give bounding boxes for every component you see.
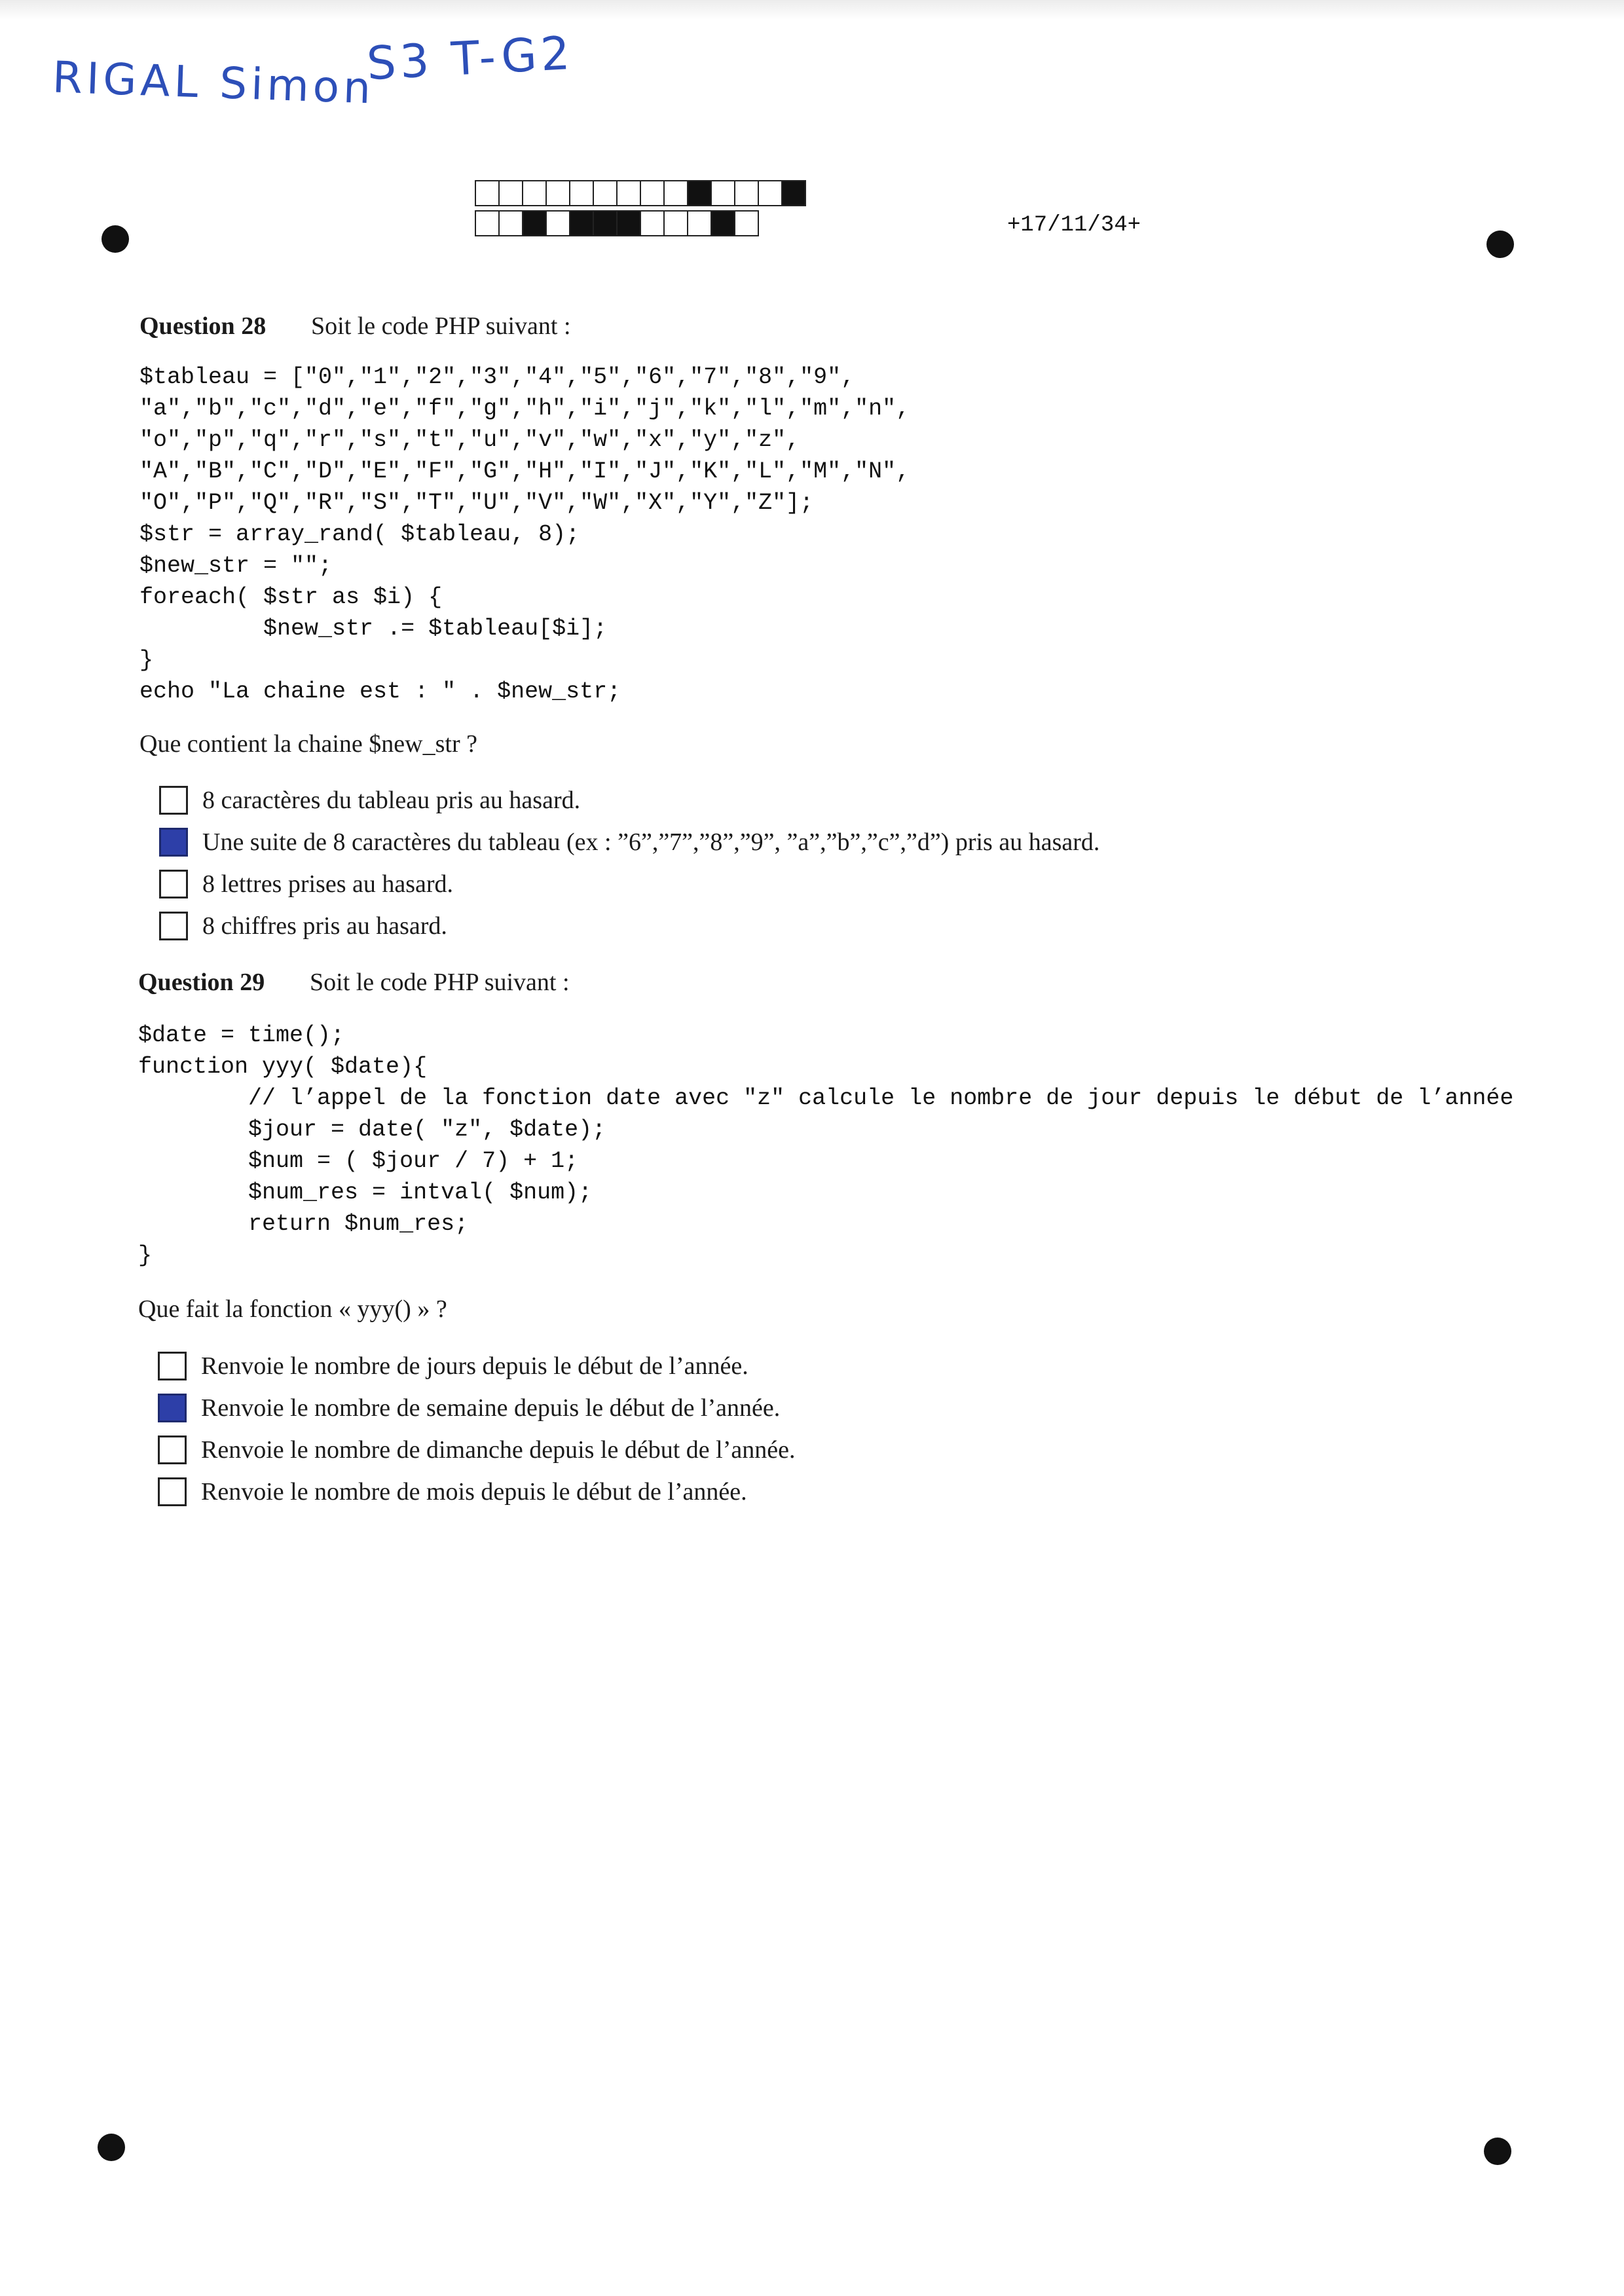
student-name-handwritten: RIGAL Simon	[51, 52, 376, 114]
id-grid-cell	[522, 210, 547, 236]
scan-top-edge	[0, 0, 1624, 20]
answer-option[interactable]	[158, 1429, 795, 1471]
answer-option[interactable]	[158, 1471, 795, 1513]
id-grid-cell	[498, 180, 523, 206]
id-grid-cell	[687, 210, 712, 236]
id-grid-cell	[734, 180, 759, 206]
id-grid-cell	[758, 180, 783, 206]
registration-mark-top-right	[1486, 231, 1514, 258]
id-grid-row	[475, 210, 805, 236]
id-grid-cell	[710, 180, 735, 206]
question-29-choices	[158, 1345, 795, 1513]
answer-option[interactable]	[159, 821, 1099, 863]
answer-checkbox[interactable]	[158, 1477, 187, 1506]
id-grid-cell	[545, 180, 570, 206]
id-grid-cell	[640, 210, 665, 236]
answer-checkbox[interactable]	[158, 1394, 187, 1422]
page-code: +17/11/34+	[1007, 213, 1141, 238]
id-grid-cell	[475, 180, 500, 206]
id-grid-row	[475, 180, 805, 206]
id-grid-cell	[710, 210, 735, 236]
group-handwritten: S3 T-G2	[365, 26, 576, 91]
registration-mark-top-left	[101, 225, 129, 253]
id-grid-cell	[593, 180, 618, 206]
answer-option[interactable]	[158, 1387, 795, 1429]
id-grid-cell	[640, 180, 665, 206]
question-29-code: $date = time(); function yyy( $date){ // l’appel de la fonction date avec "z" calcule le nombre de jour depuis le début de l’année $jour = date( "z", $date); $num = ( $jour / 7) + 1; $num_res = intval( $num); return $num_res; }	[138, 1022, 1514, 1268]
answer-label: 8 chiffres pris au hasard.	[202, 912, 447, 940]
question-intro: Soit le code PHP suivant :	[311, 312, 571, 340]
answer-label: Une suite de 8 caractères du tableau (ex : ”6”,”7”,”8”,”9”, ”a”,”b”,”c”,”d”) pris au hasard.	[202, 828, 1100, 856]
registration-mark-bottom-left	[98, 2134, 125, 2161]
id-grid-cell	[569, 210, 594, 236]
answer-option[interactable]	[158, 1345, 795, 1387]
id-grid-cell	[569, 180, 594, 206]
answer-checkbox[interactable]	[158, 1352, 187, 1380]
id-grid-cell	[593, 210, 618, 236]
id-grid-cell	[663, 180, 688, 206]
answer-label: Renvoie le nombre de mois depuis le début de l’année.	[201, 1478, 747, 1506]
question-28-code: $tableau = ["0","1","2","3","4","5","6","7","8","9", "a","b","c","d","e","f","g","h","i","j","k","l","m","n", "o","p","q","r","s","t","u","v","w","x","y","z", "A","B","C","D","E","F","G","H","I","J","K","L","M","N", "O","P","Q","R","S","T","U","V","W","X","Y","Z"]; $str = array_rand( $tableau, 8); $new_str = ""; foreach( $str as $i) { $new_str .= $tableau[$i]; } echo "La chaine est : " . $new_str;	[139, 364, 910, 705]
answer-option[interactable]	[159, 863, 1099, 905]
answer-checkbox[interactable]	[159, 870, 188, 898]
answer-checkbox[interactable]	[159, 786, 188, 815]
id-grid-cell	[781, 180, 806, 206]
question-number: Question 29	[138, 969, 265, 996]
question-28-prompt: Que contient la chaine $new_str ?	[139, 730, 477, 758]
question-28-heading	[139, 312, 571, 341]
id-grid-cell	[616, 210, 641, 236]
question-28-choices	[159, 779, 1099, 947]
answer-label: Renvoie le nombre de jours depuis le début de l’année.	[201, 1352, 748, 1380]
id-grid-cell	[498, 210, 523, 236]
question-intro: Soit le code PHP suivant :	[310, 969, 570, 996]
id-grid-cell	[663, 210, 688, 236]
answer-label: 8 caractères du tableau pris au hasard.	[202, 787, 581, 814]
answer-option[interactable]	[159, 779, 1099, 821]
question-29-prompt: Que fait la fonction « yyy() » ?	[138, 1295, 447, 1323]
answer-label: Renvoie le nombre de dimanche depuis le début de l’année.	[201, 1436, 796, 1464]
answer-checkbox[interactable]	[159, 912, 188, 940]
student-id-grid	[475, 180, 805, 240]
id-grid-cell	[687, 180, 712, 206]
id-grid-cell	[475, 210, 500, 236]
question-29-heading	[138, 968, 570, 997]
answer-checkbox[interactable]	[158, 1435, 187, 1464]
id-grid-cell	[545, 210, 570, 236]
id-grid-cell	[734, 210, 759, 236]
question-number: Question 28	[139, 312, 267, 340]
answer-label: 8 lettres prises au hasard.	[202, 870, 454, 898]
answer-checkbox[interactable]	[159, 828, 188, 857]
answer-label: Renvoie le nombre de semaine depuis le début de l’année.	[201, 1394, 781, 1422]
id-grid-cell	[616, 180, 641, 206]
registration-mark-bottom-right	[1484, 2138, 1511, 2165]
answer-option[interactable]	[159, 905, 1099, 947]
id-grid-cell	[522, 180, 547, 206]
